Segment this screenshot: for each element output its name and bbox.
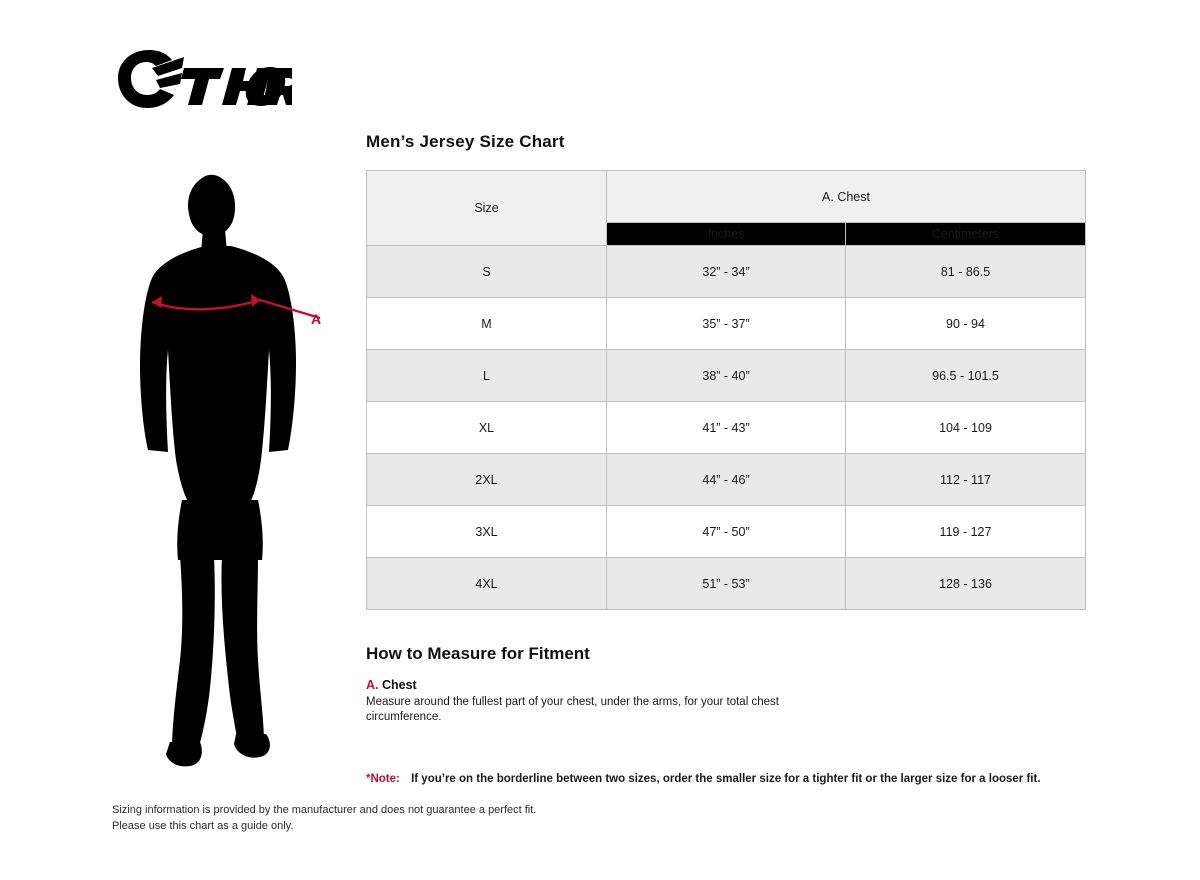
cell-centimeters: 81 - 86.5 (846, 246, 1086, 298)
measure-item-letter: A. (366, 678, 379, 692)
measure-item-description: Measure around the fullest part of your chest, under the arms, for your total chest circumference. (366, 696, 779, 723)
measure-item-title (366, 678, 1086, 692)
table-row (367, 506, 1086, 558)
table-row (367, 454, 1086, 506)
how-to-measure-section (366, 644, 1086, 725)
cell-size: L (367, 350, 607, 402)
note-label: *Note: (366, 773, 400, 785)
cell-centimeters: 112 - 117 (846, 454, 1086, 506)
cell-centimeters: 90 - 94 (846, 298, 1086, 350)
cell-inches: 38” - 40” (607, 350, 846, 402)
page-title: Men’s Jersey Size Chart (366, 132, 565, 151)
column-header-size: Size (367, 171, 607, 246)
table-row (367, 558, 1086, 610)
table-row (367, 350, 1086, 402)
cell-inches: 47” - 50” (607, 506, 846, 558)
column-group-header-chest: A. Chest (607, 171, 1086, 223)
cell-inches: 51” - 53” (607, 558, 846, 610)
note-text: If you’re on the borderline between two sizes, order the smaller size for a tighter fit or the larger size for a looser fit. (411, 773, 1041, 785)
cell-inches: 32” - 34” (607, 246, 846, 298)
cell-centimeters: 128 - 136 (846, 558, 1086, 610)
column-header-inches: Inches (607, 223, 846, 246)
cell-size: M (367, 298, 607, 350)
footer-disclaimer (112, 802, 536, 834)
chest-measure-label: A (311, 311, 322, 327)
cell-size: 4XL (367, 558, 607, 610)
cell-centimeters: 104 - 109 (846, 402, 1086, 454)
cell-size: XL (367, 402, 607, 454)
table-row (367, 298, 1086, 350)
table-row (367, 402, 1086, 454)
table-row (367, 246, 1086, 298)
cell-centimeters: 119 - 127 (846, 506, 1086, 558)
footer-line-1: Sizing information is provided by the manufacturer and does not guarantee a perfect fit. (112, 804, 537, 816)
cell-centimeters: 96.5 - 101.5 (846, 350, 1086, 402)
cell-inches: 44” - 46” (607, 454, 846, 506)
cell-size: S (367, 246, 607, 298)
how-to-measure-heading: How to Measure for Fitment (366, 644, 590, 663)
note-line (366, 773, 1086, 785)
measure-item-name: Chest (381, 678, 417, 692)
cell-size: 3XL (367, 506, 607, 558)
body-silhouette-illustration (110, 160, 340, 770)
size-chart-table (366, 170, 1086, 610)
table-header-row (367, 171, 1086, 223)
cell-inches: 41” - 43” (607, 402, 846, 454)
column-header-centimeters: Centimeters (846, 223, 1086, 246)
thor-logo (112, 48, 292, 108)
size-chart-content (366, 132, 1086, 785)
cell-size: 2XL (367, 454, 607, 506)
footer-line-2: Please use this chart as a guide only. (112, 820, 294, 832)
cell-inches: 35” - 37” (607, 298, 846, 350)
